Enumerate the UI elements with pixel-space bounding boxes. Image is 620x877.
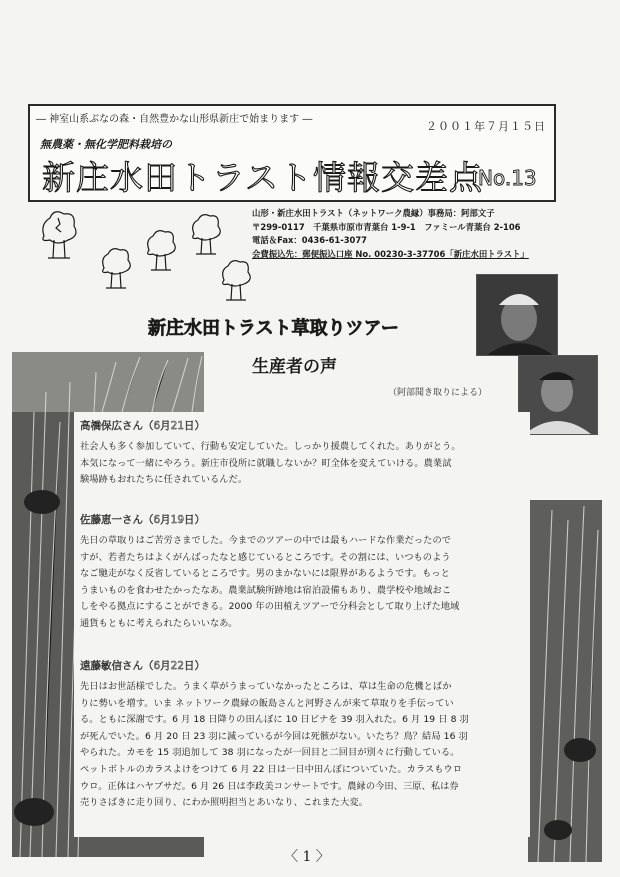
organization-info: [252, 207, 529, 261]
org-name-line: 山形・新庄水田トラスト（ネットワーク農縁）事務局：阿部文子: [252, 208, 495, 218]
masthead: [28, 104, 556, 202]
producer-heading: 高橋保広さん（6月21日）: [80, 420, 206, 432]
producer-section: [80, 658, 525, 812]
comment-line: しをやる拠点にすることができる。2000 年の田植えツアーで分科会として取り上げた地域: [80, 601, 460, 613]
producer-photo: [476, 274, 558, 356]
producer-comment: [80, 439, 525, 489]
issue-number: No.13: [478, 166, 537, 190]
newsletter-title: 新庄水田トラスト情報交差点: [42, 158, 484, 197]
tree-icon: [103, 249, 131, 288]
person-illustration: [519, 356, 597, 434]
comment-line: 本気になって一緒にやろう。新庄市役所に就職しないか？町全体を変えていける。農業試: [80, 457, 452, 469]
article-credit: （阿部聞き取りによる）: [388, 388, 488, 398]
producer-comment: [80, 679, 525, 812]
tree-icon: [193, 215, 221, 254]
producer-heading: 遠藤敏信さん（6月22日）: [80, 660, 206, 672]
issue-date: ２００１年７月１５日: [426, 120, 546, 133]
producer-photo: [518, 355, 598, 435]
article-headline: 新庄水田トラスト草取りツアー: [148, 318, 399, 339]
tree-icon: [43, 212, 76, 258]
comment-line: うまいものを食わせたかったなあ。農業試験所跡地は宿泊設備もあり、農学校や地域おこ: [80, 584, 452, 596]
comment-line: 先日の草取りはご苦労さまでした。今までのツアーの中では最もハードな作業だったので: [80, 535, 452, 546]
page-number: 〈 1 〉: [284, 849, 330, 865]
org-phone-line: 電話＆Fax：0436-61-3077: [252, 235, 368, 246]
producer-section: [80, 418, 525, 489]
comment-line: ペットボトルのカラスよけをつけて 6 月 22 日は一日中田んぼについていた。カラスもウロ: [80, 763, 463, 775]
tree-illustrations: [36, 206, 266, 306]
masthead-subtitle: 無農薬・無化学肥料栽培の: [40, 138, 172, 151]
comment-line: りに勢いを増す。いま ネットワーク農縁の飯島さんと河野さんが来て草取りを手伝ってい: [80, 697, 454, 709]
producer-section: [80, 512, 525, 633]
person-illustration: [477, 275, 557, 355]
comment-line: 社会人も多く参加していて、行動も安定していた。しっかり援農してくれた。ありがとう。: [80, 441, 461, 452]
org-payment-line: 会費振込先：郵便振込口座 No. 00230-3-37706「新庄水田トラスト」: [252, 248, 529, 259]
comment-line: が死んでいた。6 月 20 日 23 羽に減っているが今回は死骸がない。いたち？鳥？結局 16 羽: [80, 730, 468, 742]
tree-icon: [148, 231, 176, 270]
comment-line: 通貨もともに考えられたらいいなあ。: [80, 617, 238, 629]
masthead-tagline: ― 神室山系ぶなの森・自然豊かな山形県新庄で始まります ―: [36, 114, 313, 125]
comment-line: 先日はお世話様でした。うまく草がうまっていなかったところは、草は生命の危機とばか: [80, 681, 452, 692]
comment-line: 売りさばきに走り回り、にわか照明担当とあいなり、これまた大変。: [80, 797, 368, 809]
comment-line: ウロ。正体はハヤブサだ。6 月 26 日は李政美コンサートです。農縁の今田、三原、私は券: [80, 780, 459, 792]
org-address-line: 〒299-0117 千葉県市原市青葉台 1-9-1 ファミール青葉台 2-106: [252, 221, 521, 232]
comment-line: なご馳走がなく反省しているところです。男のまかないには限界があるようです。もっと: [80, 568, 450, 580]
comment-line: 験場跡もおれたちに任されているんだ。: [80, 474, 248, 486]
rice-field-photo: [528, 500, 602, 862]
comment-line: る。ともに深謝です。6 月 18 日降りの田んぼに 10 日ビナを 39 羽入れた。6 月 19 日 8 羽: [80, 714, 469, 726]
producer-heading: 佐藤恵一さん（6月19日）: [80, 514, 206, 526]
tree-icon: [223, 261, 251, 300]
article-subheadline: 生産者の声: [252, 357, 337, 377]
comment-line: やられた。カモを 15 羽追加して 38 羽になったが一回目と二回目が別々に行動している。: [80, 747, 460, 759]
comment-line: すが、若者たちはよくがんばったなと感じているところです。その割には、いつものよう: [80, 551, 451, 563]
producer-comment: [80, 533, 525, 633]
